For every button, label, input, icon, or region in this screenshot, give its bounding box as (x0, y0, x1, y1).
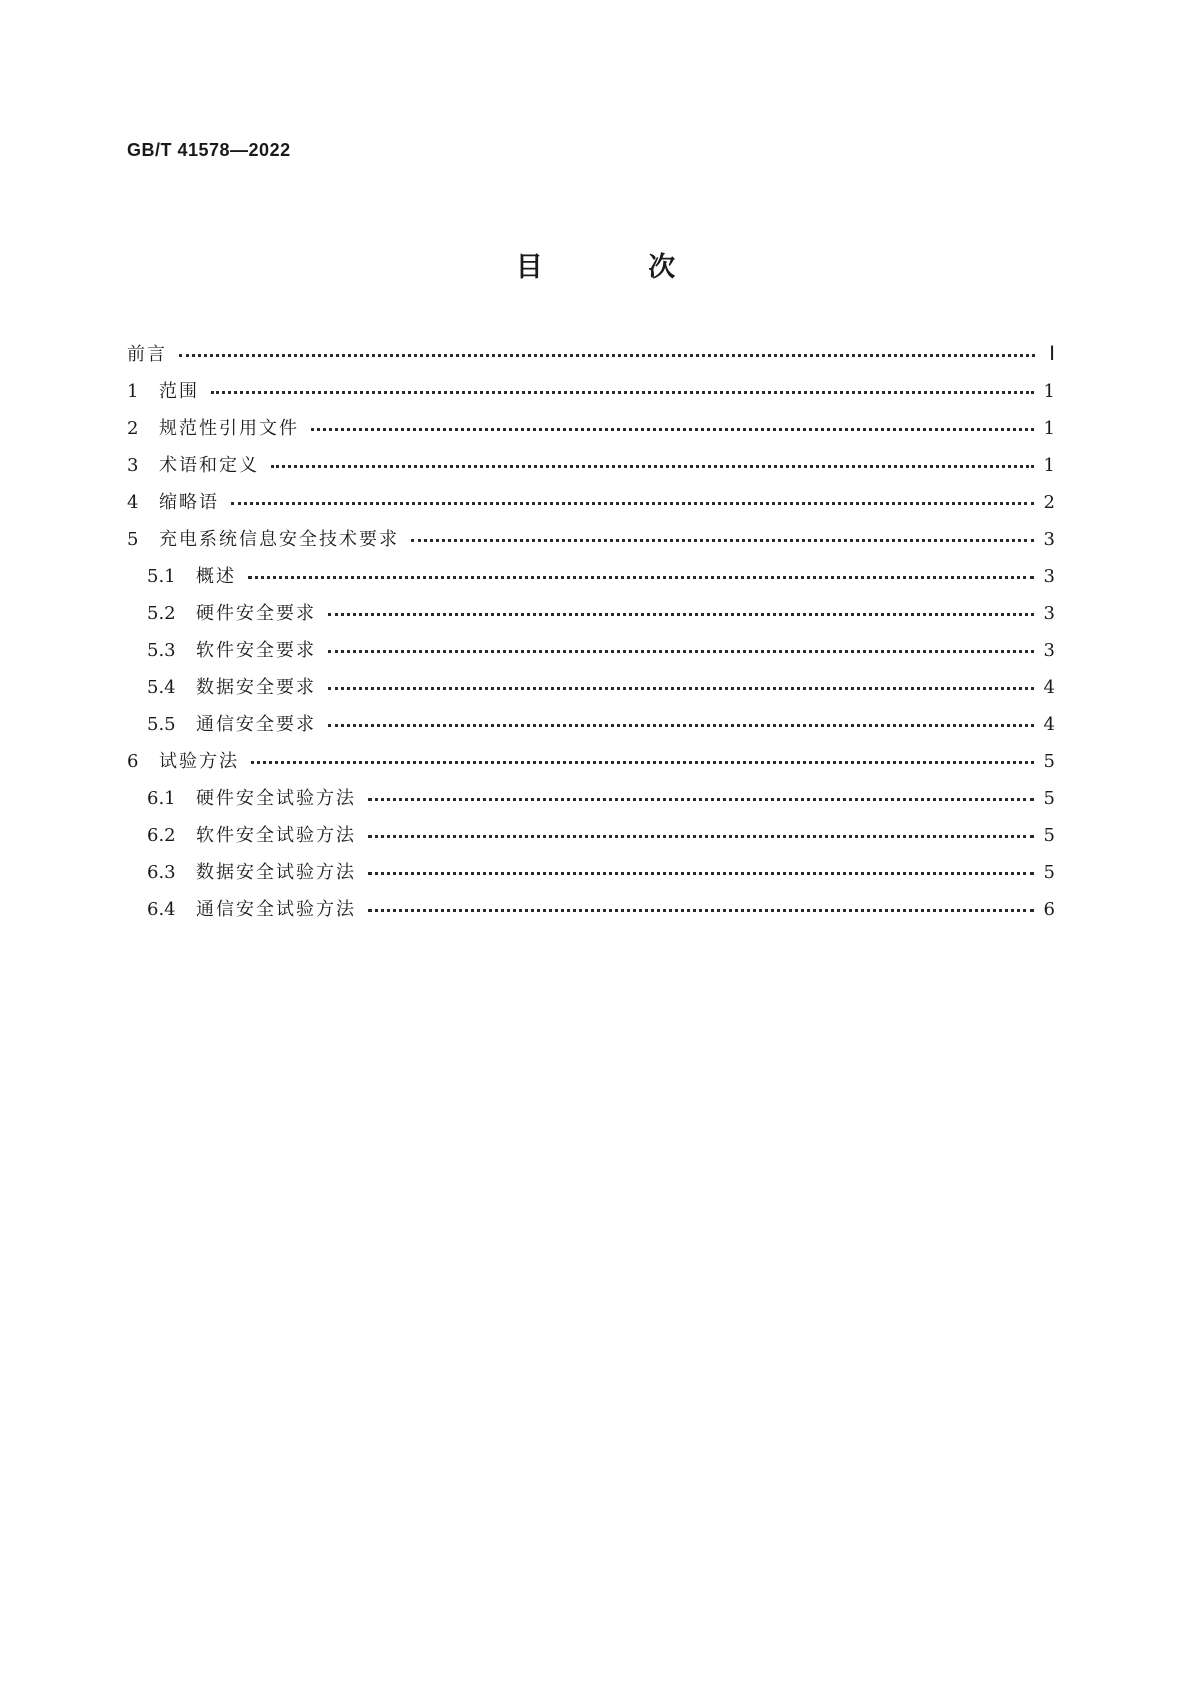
toc-entry-4[interactable] (127, 488, 1055, 525)
toc-entry-label: 试验方法 (159, 751, 239, 772)
toc-entry-6-4[interactable] (127, 895, 1055, 932)
toc-leader-dots (328, 675, 1034, 693)
toc-entry-label: 数据安全要求 (196, 677, 316, 698)
toc-entry-number: 5.5 (147, 714, 176, 735)
toc-entry-label: 概述 (196, 566, 236, 587)
toc-entry-number: 5.2 (147, 603, 176, 624)
toc-entry-number: 6.1 (147, 788, 176, 809)
toc-entry-5-3[interactable] (127, 636, 1055, 673)
toc-entry-number: 1 (127, 381, 139, 402)
toc-entry-page: 5 (1043, 751, 1055, 772)
toc-leader-dots (368, 823, 1034, 841)
toc-entry-foreword[interactable] (127, 340, 1055, 377)
toc-entry-page: 3 (1043, 640, 1055, 661)
toc-entry-5-5[interactable] (127, 710, 1055, 747)
toc-entry-page: 3 (1043, 529, 1055, 550)
toc-leader-dots (328, 601, 1034, 619)
toc-entry-2[interactable] (127, 414, 1055, 451)
toc-entry-label: 术语和定义 (159, 455, 259, 476)
toc-entry-number: 5.1 (147, 566, 176, 587)
document-code: GB/T 41578—2022 (127, 140, 291, 160)
toc-leader-dots (368, 786, 1034, 804)
toc-entry-label: 硬件安全要求 (196, 603, 316, 624)
toc-entry-label: 硬件安全试验方法 (196, 788, 356, 809)
toc-list (127, 340, 1055, 932)
toc-entry-1[interactable] (127, 377, 1055, 414)
toc-entry-label: 通信安全试验方法 (196, 899, 356, 920)
toc-entry-label: 软件安全试验方法 (196, 825, 356, 846)
toc-entry-6-3[interactable] (127, 858, 1055, 895)
toc-entry-number: 5.4 (147, 677, 176, 698)
toc-entry-5[interactable] (127, 525, 1055, 562)
toc-leader-dots (271, 453, 1034, 471)
toc-entry-label: 充电系统信息安全技术要求 (159, 529, 399, 550)
toc-entry-page: 4 (1043, 714, 1055, 735)
toc-entry-page: 3 (1043, 566, 1055, 587)
toc-entry-number: 5 (127, 529, 139, 550)
toc-entry-5-1[interactable] (127, 562, 1055, 599)
toc-leader-dots (328, 712, 1034, 730)
toc-entry-label: 范围 (159, 381, 199, 402)
toc-entry-number: 5.3 (147, 640, 176, 661)
toc-leader-dots (368, 860, 1034, 878)
toc-entry-6-2[interactable] (127, 821, 1055, 858)
toc-entry-page: 2 (1043, 492, 1055, 513)
toc-leader-dots (251, 749, 1034, 767)
toc-leader-dots (179, 342, 1035, 360)
toc-entry-label: 规范性引用文件 (159, 418, 299, 439)
toc-entry-label: 软件安全要求 (196, 640, 316, 661)
toc-entry-number: 6.3 (147, 862, 176, 883)
toc-entry-number: 6 (127, 751, 139, 772)
toc-entry-page: 3 (1043, 603, 1055, 624)
toc-leader-dots (231, 490, 1034, 508)
toc-entry-page: 5 (1043, 825, 1055, 846)
toc-leader-dots (248, 564, 1034, 582)
toc-entry-number: 6.4 (147, 899, 176, 920)
toc-leader-dots (368, 897, 1034, 915)
toc-entry-label: 通信安全要求 (196, 714, 316, 735)
toc-entry-3[interactable] (127, 451, 1055, 488)
toc-leader-dots (328, 638, 1034, 656)
toc-title: 目 次 (515, 252, 724, 283)
toc-entry-label: 前言 (127, 344, 167, 365)
toc-entry-5-2[interactable] (127, 599, 1055, 636)
toc-entry-page: 1 (1043, 381, 1055, 402)
toc-entry-page: 5 (1043, 788, 1055, 809)
toc-entry-number: 4 (127, 492, 139, 513)
toc-entry-page: Ⅰ (1049, 343, 1055, 365)
toc-entry-page: 5 (1043, 862, 1055, 883)
toc-entry-page: 6 (1043, 899, 1055, 920)
toc-entry-page: 4 (1043, 677, 1055, 698)
toc-entry-page: 1 (1043, 418, 1055, 439)
toc-leader-dots (211, 379, 1034, 397)
toc-entry-6[interactable] (127, 747, 1055, 784)
toc-entry-number: 3 (127, 455, 139, 476)
toc-leader-dots (311, 416, 1034, 434)
toc-entry-6-1[interactable] (127, 784, 1055, 821)
toc-entry-page: 1 (1043, 455, 1055, 476)
toc-entry-number: 2 (127, 418, 139, 439)
toc-entry-5-4[interactable] (127, 673, 1055, 710)
toc-entry-number: 6.2 (147, 825, 176, 846)
toc-entry-label: 缩略语 (159, 492, 219, 513)
toc-entry-label: 数据安全试验方法 (196, 862, 356, 883)
toc-leader-dots (411, 527, 1034, 545)
